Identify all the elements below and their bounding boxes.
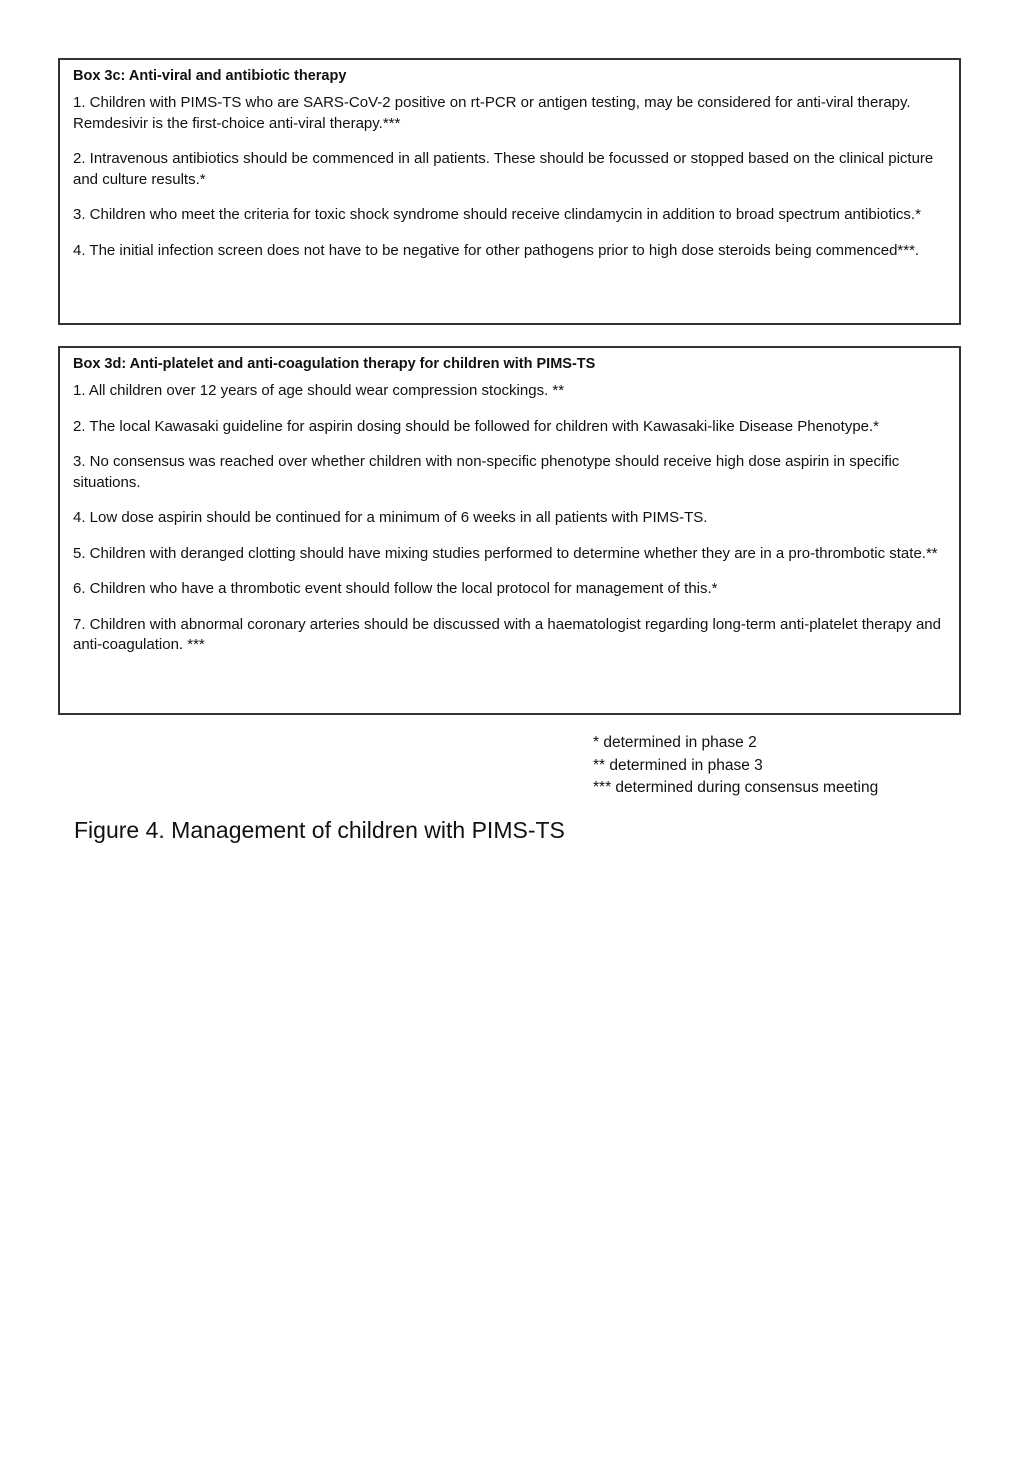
box-3d-item-4: 4. Low dose aspirin should be continued for a minimum of 6 weeks in all patients with PIMS-TS.	[73, 509, 708, 526]
box-3d-item-5: 5. Children with deranged clotting should have mixing studies performed to determine whether they are in a pro-thrombotic state.**	[73, 544, 938, 562]
footnote-phase-3: ** determined in phase 3	[593, 756, 763, 774]
footnote-phase-2: * determined in phase 2	[593, 734, 757, 751]
figure-caption: Figure 4. Management of children with PIMS-TS	[74, 817, 565, 843]
box-3d-item-6: 6. Children who have a thrombotic event should follow the local protocol for management of this.*	[73, 580, 718, 597]
box-3d-item-1: 1. All children over 12 years of age should wear compression stockings. **	[73, 382, 565, 399]
box-3c-anti-viral-antibiotic-therapy	[58, 58, 961, 325]
footnotes	[593, 732, 878, 800]
box-3c-item-2: 2. Intravenous antibiotics should be commenced in all patients. These should be focussed or stopped based on the clinical picture and culture results.*	[73, 150, 934, 188]
box-3d-title: Box 3d: Anti-platelet and anti-coagulation therapy for children with PIMS-TS	[73, 356, 596, 372]
box-3c-item-1: 1. Children with PIMS-TS who are SARS-CoV-2 positive on rt-PCR or antigen testing, may be considered for anti-viral therapy. Remdesivir is the first-choice anti-viral therapy.***	[73, 94, 911, 132]
box-3d-item-3: 3. No consensus was reached over whether children with non-specific phenotype should receive high dose aspirin in specific situations.	[73, 453, 900, 491]
box-3d-anti-platelet-anti-coagulation-therapy	[58, 346, 961, 715]
box-3d-item-7: 7. Children with abnormal coronary arteries should be discussed with a haematologist regarding long-term anti-platelet therapy and anti-coagulation. ***	[73, 615, 941, 653]
footnote-consensus-meeting: *** determined during consensus meeting	[593, 779, 879, 796]
box-3c-item-3: 3. Children who meet the criteria for toxic shock syndrome should receive clindamycin in addition to broad spectrum antibiotics.*	[73, 206, 921, 223]
box-3c-item-4: 4. The initial infection screen does not have to be negative for other pathogens prior to high dose steroids being commenced***.	[73, 241, 920, 259]
box-3d-item-2: 2. The local Kawasaki guideline for aspirin dosing should be followed for children with Kawasaki-like Disease Phenotype.*	[73, 417, 880, 435]
box-3c-title: Box 3c: Anti-viral and antibiotic therapy	[73, 68, 347, 84]
